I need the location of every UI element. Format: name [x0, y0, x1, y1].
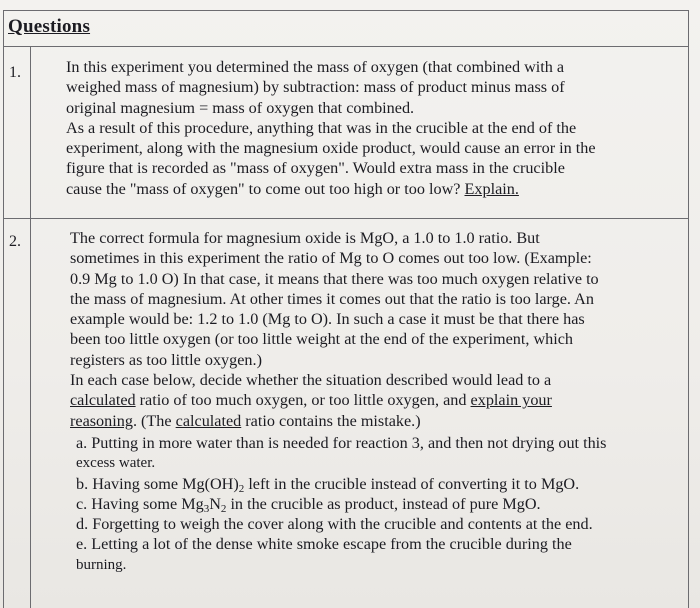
text-fragment: c. Having some Mg [76, 494, 204, 513]
question-2-text [70, 228, 599, 431]
item-c [76, 494, 606, 514]
question-1-number: 1. [9, 64, 21, 81]
text-line: figure that is recorded as "mass of oxygen". Would extra mass in the crucible [66, 159, 565, 178]
text-line: 0.9 Mg to 1.0 O) In that case, it means that there was too much oxygen relative to [70, 269, 599, 288]
question-2-items [76, 433, 606, 575]
subscript: 3 [203, 502, 210, 515]
text-line [70, 390, 599, 410]
text-fragment: N [209, 494, 221, 513]
text-line: As a result of this procedure, anything that was in the crucible at the end of the [66, 118, 577, 137]
text-line [66, 179, 596, 199]
divider [3, 46, 688, 47]
text-line: been too little oxygen (or too little weight at the end of the experiment, which [70, 330, 574, 349]
question-2-number: 2. [9, 233, 21, 250]
text-line: registers as too little oxygen.) [70, 350, 262, 369]
column-divider [30, 46, 31, 218]
calculated-underlined: calculated [70, 391, 136, 410]
text-line: the mass of magnesium. At other times it comes out that the ratio is too large. An [70, 289, 594, 308]
question-1-text [66, 57, 596, 199]
subscript: 2 [220, 502, 227, 515]
text-line: original magnesium = mass of oxygen that combined. [66, 98, 415, 117]
text-fragment: b. Having some Mg(OH) [76, 474, 239, 493]
text-line: sometimes in this experiment the ratio of Mg to O comes out too low. (Example: [70, 249, 592, 268]
text-fragment: ratio of too much oxygen, or too little oxygen, and [135, 391, 471, 410]
explain-underlined: explain your [470, 391, 552, 410]
text-fragment: in the crucible as product, instead of pure MgO. [226, 494, 541, 513]
text-line: weighed mass of magnesium) by subtraction: mass of product minus mass of [66, 78, 565, 97]
text-fragment: . (The [132, 411, 176, 430]
text-line: In each case below, decide whether the situation described would lead to a [70, 371, 552, 390]
item-d: d. Forgetting to weigh the cover along with the crucible and contents at the end. [76, 515, 593, 534]
item-e-continued: burning. [76, 556, 127, 573]
subscript: 2 [238, 482, 245, 495]
text-fragment: left in the crucible instead of converting it to MgO. [244, 474, 580, 493]
page-title: Questions [8, 16, 91, 37]
text-fragment: ratio contains the mistake.) [241, 411, 421, 430]
explain-underlined: Explain. [464, 179, 519, 198]
divider [3, 218, 688, 219]
reasoning-underlined: reasoning [70, 411, 133, 430]
text-line: In this experiment you determined the mass of oxygen (that combined with a [66, 58, 565, 76]
text-fragment: cause the "mass of oxygen" to come out too high or too low? [66, 179, 465, 198]
item-a-continued: excess water. [76, 455, 156, 472]
item-b [76, 474, 606, 494]
calculated-underlined: calculated [175, 411, 242, 430]
text-line [70, 411, 599, 431]
text-line: example would be: 1.2 to 1.0 (Mg to O). In such a case it must be that there has [70, 310, 585, 329]
text-line: The correct formula for magnesium oxide is MgO, a 1.0 to 1.0 ratio. But [70, 229, 540, 247]
item-a: a. Putting in more water than is needed for reaction 3, and then not drying out this [76, 434, 607, 452]
text-line: experiment, along with the magnesium oxide product, would cause an error in the [66, 139, 596, 158]
item-e: e. Letting a lot of the dense white smoke escape from the crucible during the [76, 535, 572, 554]
column-divider [30, 218, 31, 608]
